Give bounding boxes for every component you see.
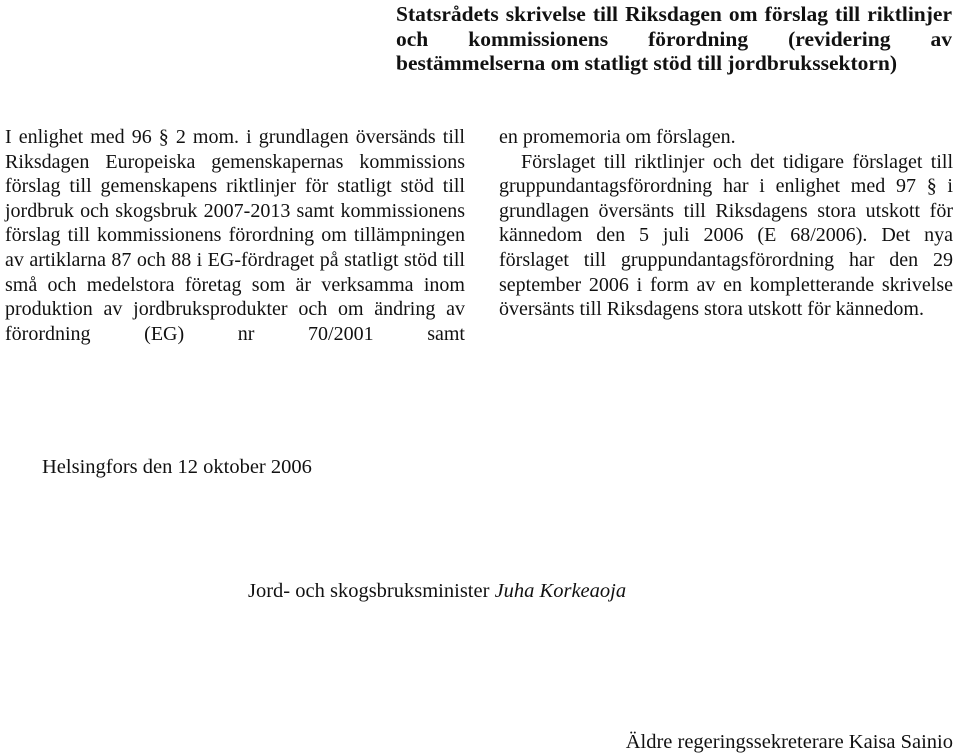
paragraph-intro: I enlighet med 96 § 2 mom. i grundlagen översänds till Riksdagen Europeiska gemenskapernas kommissions förslag till gemenskapens riktlinjer för statligt stöd till jordbruk och skogsbruk 2007-2013 samt kommissionens förslag till kommissionens förordning om tillämpningen av artiklarna 87 och 88 i EG-fördraget på statligt stöd till små och medelstora företag som är verksamma inom produktion av jordbruksprodukter och om ändring av förordning (EG) nr 70/2001 samt	[5, 126, 465, 345]
right-column	[499, 125, 953, 322]
paragraph-proposals: Förslaget till riktlinjer och det tidigare förslaget till gruppundantagsförordning har i enlighet med 97 § i grundlagen översänts till Riksdagens stora utskott för kännedom den 5 juli 2006 (E 68/2006). Det nya förslaget till gruppundantagsförordning har den 29 september 2006 i form av en kompletterande skrivelse översänts till Riksdagens stora utskott för kännedom.	[499, 150, 953, 321]
document-title: Statsrådets skrivelse till Riksdagen om förslag till riktlinjer och kommissionens förordning (revidering av bestämmelserna om statligt stöd till jordbrukssektorn)	[396, 2, 952, 75]
minister-signature	[248, 578, 626, 604]
place-and-date: Helsingfors den 12 oktober 2006	[42, 456, 312, 478]
minister-name: Juha Korkeaoja	[494, 580, 627, 602]
minister-title: Jord- och skogsbruksminister	[248, 580, 490, 602]
left-column	[5, 125, 465, 346]
paragraph-intro-continuation: en promemoria om förslagen.	[499, 126, 736, 148]
secretary-signature: Äldre regeringssekreterare Kaisa Sainio	[625, 731, 953, 753]
